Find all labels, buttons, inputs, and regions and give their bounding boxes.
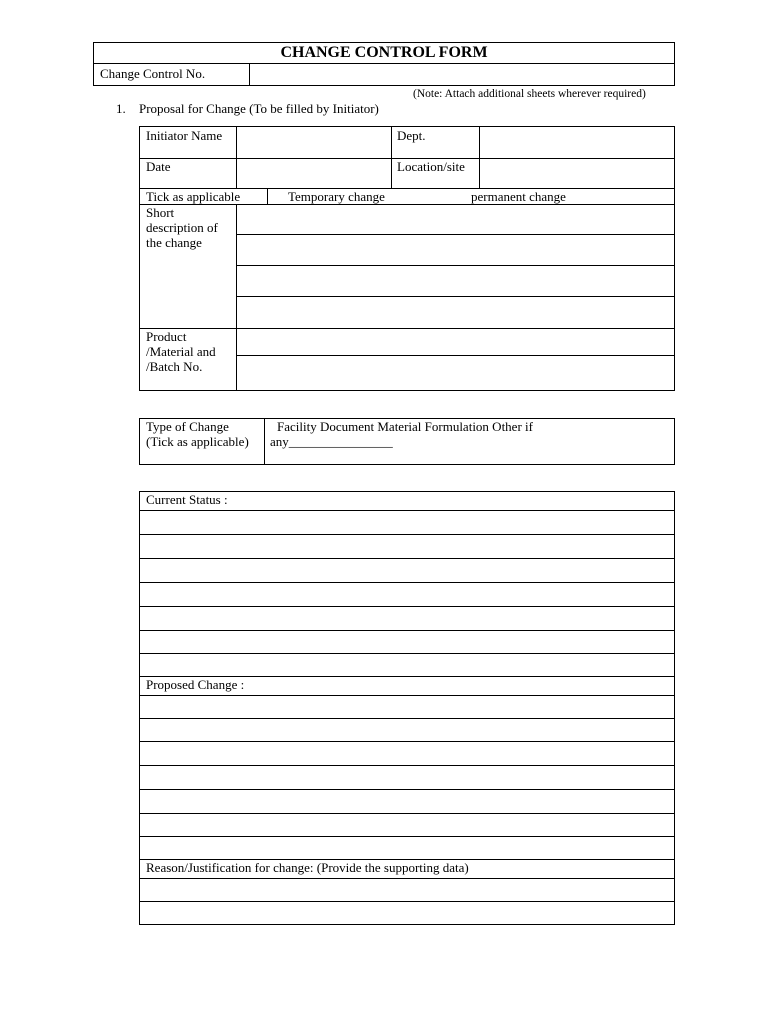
- other-specify-field[interactable]: any________________: [270, 434, 393, 449]
- section-number: 1.: [116, 101, 126, 116]
- location-field[interactable]: [479, 158, 674, 188]
- status-line[interactable]: [140, 510, 674, 511]
- reason-justification-label: Reason/Justification for change: (Provide the supporting data): [146, 860, 469, 875]
- description-line: [237, 265, 675, 266]
- product-material-batch-label: Product /Material and /Batch No.: [146, 329, 216, 374]
- short-description-field[interactable]: [236, 204, 674, 328]
- permanent-change-option[interactable]: permanent change: [471, 189, 566, 204]
- dept-label: Dept.: [397, 128, 426, 143]
- short-description-label: Short description of the change: [146, 205, 218, 250]
- status-line[interactable]: [140, 606, 674, 607]
- change-control-no-label: Change Control No.: [100, 66, 206, 81]
- status-line[interactable]: [140, 534, 674, 535]
- proposed-line[interactable]: [140, 741, 674, 742]
- section-heading: Proposal for Change (To be filled by Initiator): [139, 101, 379, 116]
- proposed-line[interactable]: [140, 813, 674, 814]
- type-of-change-label: Type of Change (Tick as applicable): [146, 419, 249, 449]
- temporary-change-option[interactable]: Temporary change: [288, 189, 385, 204]
- location-label: Location/site: [397, 159, 465, 174]
- proposed-line[interactable]: [140, 765, 674, 766]
- status-table: [139, 491, 675, 925]
- tick-divider: [267, 188, 268, 204]
- proposed-change-label: Proposed Change :: [146, 677, 245, 692]
- product-material-batch-field[interactable]: [236, 328, 674, 390]
- change-control-no-field[interactable]: [249, 63, 674, 85]
- tick-applicable-label: Tick as applicable: [146, 189, 241, 204]
- status-line[interactable]: [140, 630, 674, 631]
- reason-line[interactable]: [140, 878, 674, 879]
- type-of-change-options[interactable]: Facility Document Material Formulation Other if: [277, 419, 533, 434]
- date-label: Date: [146, 159, 171, 174]
- form-header-table: [93, 42, 675, 86]
- form-title: CHANGE CONTROL FORM: [280, 44, 488, 61]
- date-field[interactable]: [236, 158, 391, 188]
- current-status-label: Current Status :: [146, 492, 228, 507]
- product-line: [237, 355, 675, 356]
- initiator-name-field[interactable]: [236, 127, 391, 158]
- description-line: [237, 296, 675, 297]
- proposal-table: [139, 126, 675, 391]
- status-line[interactable]: [140, 558, 674, 559]
- status-line[interactable]: [140, 582, 674, 583]
- reason-line[interactable]: [140, 901, 674, 902]
- type-of-change-table: [139, 418, 675, 465]
- status-line[interactable]: [140, 653, 674, 654]
- proposed-line[interactable]: [140, 836, 674, 837]
- dept-field[interactable]: [479, 127, 674, 158]
- attachment-note: (Note: Attach additional sheets wherever required): [413, 88, 646, 100]
- initiator-name-label: Initiator Name: [146, 128, 223, 143]
- description-line: [237, 234, 675, 235]
- proposed-line[interactable]: [140, 789, 674, 790]
- proposed-line[interactable]: [140, 695, 674, 696]
- proposed-line[interactable]: [140, 718, 674, 719]
